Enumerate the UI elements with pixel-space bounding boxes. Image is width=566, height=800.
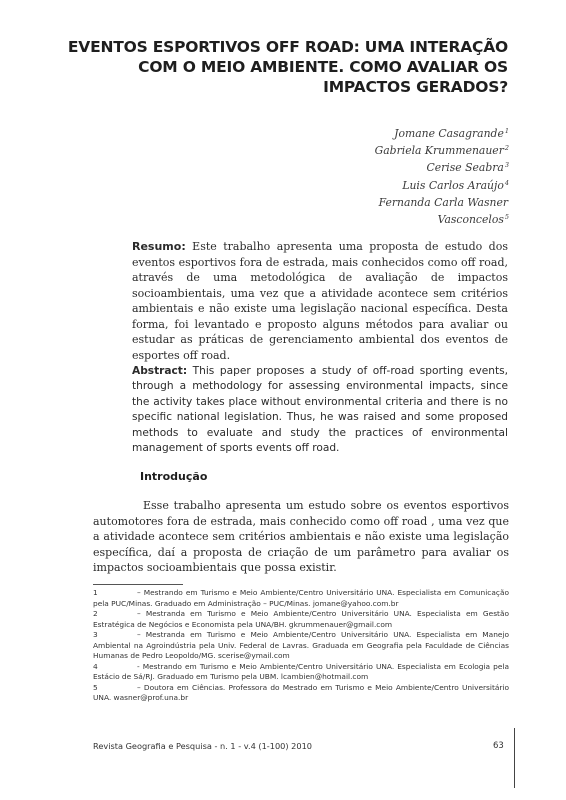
footnote: 1 – Mestrando em Turismo e Meio Ambiente/Centro Universitário UNA. Especialista em Comunicação pela PUC/Minas. Graduado em Administração – PUC/Minas. jomane@yahoo.com.br xyxy=(93,588,509,608)
author-name: Fernanda Carla Wasner xyxy=(378,195,508,209)
page-number: 63 xyxy=(493,741,504,751)
journal-footer: Revista Geografia e Pesquisa - n. 1 - v.4 (1-100) 2010 xyxy=(93,741,313,751)
resumo-label: Resumo: xyxy=(132,240,186,253)
footnotes xyxy=(93,588,509,704)
title-line-2: COM O MEIO AMBIENTE. COMO AVALIAR OS xyxy=(138,58,508,76)
author-name: Vasconcelos$^5$ xyxy=(437,213,509,227)
article-title xyxy=(60,37,508,97)
author-name: Cerise Seabra$^3$ xyxy=(426,161,509,175)
author-list xyxy=(375,124,509,227)
author-name: Jomane Casagrande$^1$ xyxy=(394,127,509,140)
introduction-heading: Introdução xyxy=(140,470,208,483)
author-name: Luis Carlos Araújo$^4$ xyxy=(402,178,509,192)
footnote: 3 – Mestranda em Turismo e Meio Ambiente/Centro Universitário UNA. Especialista em Manejo Ambiental na Agroindústria pela Univ. Federal de Lavras. Graduada em Geografia pela Faculdade de Ciências Humanas de Pedro Leopoldo/MG. scerise@ymail.com xyxy=(93,630,509,660)
abstract-paragraph xyxy=(132,364,508,456)
introduction-paragraph: Esse trabalho apresenta um estudo sobre os eventos esportivos automotores fora de estrada, mais conhecido como off road , uma vez que a atividade acontece sem critérios ambientais e não existe uma legislação específica, daí a proposta de criação de um parâmetro para avaliar os impactos socioambientais que possa existir. xyxy=(93,499,509,575)
footnote-separator xyxy=(93,584,183,585)
resumo-text: Este trabalho apresenta uma proposta de estudo dos eventos esportivos fora de estrada, mais conhecidos como off road, através de uma metodológica de avaliação de impactos socioambientais, uma vez que a atividade acontece sem critérios ambientais e não existe uma legislação nacional específica. Desta forma, foi levantado e proposto alguns métodos para avaliar ou estudar as práticas de gerenciamento ambiental dos eventos de esportes off road. xyxy=(132,240,508,362)
author-name: Gabriela Krummenauer$^2$ xyxy=(374,144,509,158)
margin-rule xyxy=(514,728,515,788)
footnote: 4 - Mestrando em Turismo e Meio Ambiente/Centro Universitário UNA. Especialista em Ecologia pela Estácio de Sá/RJ. Graduado em Turismo pela UBM. lcambien@hotmail.com xyxy=(93,661,509,681)
abstract-text: This paper proposes a study of off-road sporting events, through a methodology for assessing environmental impacts, since the activity takes place without environmental criteria and there is no specific national legislation. Thus, he was raised and some proposed methods to evaluate and study the practices of environmental management of sports events off road. xyxy=(132,365,508,455)
abstract-label: Abstract: xyxy=(132,365,188,377)
footnote: 2 – Mestranda em Turismo e Meio Ambiente/Centro Universitário UNA. Especialista em Gestão Estratégica de Negócios e Economista pela UNA/BH. gkrummenauer@gmail.com xyxy=(93,609,509,629)
footnote: 5 – Doutora em Ciências. Professora do Mestrado em Turismo e Meio Ambiente/Centro Universitário UNA. wasner@prof.una.br xyxy=(93,682,509,702)
title-line-1: EVENTOS ESPORTIVOS OFF ROAD: UMA INTERAÇÃO xyxy=(67,38,508,56)
title-line-3: IMPACTOS GERADOS? xyxy=(323,78,508,96)
resumo-paragraph xyxy=(132,239,508,363)
